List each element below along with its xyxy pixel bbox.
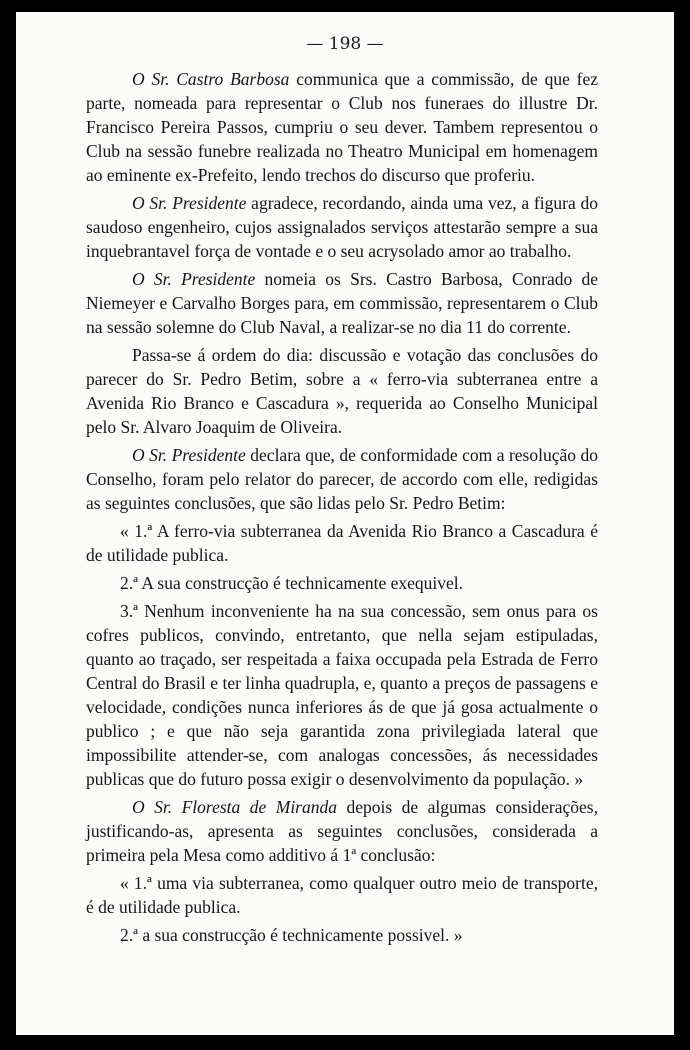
conclusion-item (86, 599, 598, 791)
page-number: — 198 — (306, 34, 384, 54)
paragraph (86, 67, 598, 187)
paragraph-text: nomeia os Srs. Castro Barbosa, Conrado de Niemeyer e Carvalho Borges para, em commissão, representarem o Club na sessão solemne do Club Naval, a realizar-se no dia 11 do corrente. (86, 269, 598, 337)
paragraph-text: communica que a commissão, de que fez parte, nomeada para representar o Club nos funeraes do illustre Dr. Francisco Pereira Passos, cumpriu o seu dever. Tambem representou o Club na sessão funebre realizada no Theatro Municipal em homenagem ao eminente ex-Prefeito, lendo trechos do discurso que proferiu. (86, 69, 599, 185)
paragraph (86, 795, 598, 867)
paragraph (86, 267, 598, 339)
paragraph-text: 2.ª a sua construcção é technicamente possivel. » (120, 925, 463, 945)
paragraph (86, 343, 598, 439)
speaker-name: O Sr. Castro Barbosa (132, 69, 290, 89)
speaker-name: O Sr. Presidente (132, 269, 256, 289)
speaker-name: O Sr. Presidente (132, 193, 247, 213)
paragraph-text: 3.ª Nenhum inconveniente ha na sua concessão, sem onus para os cofres publicos, convindo, entretanto, que nella sejam estipuladas, quanto ao traçado, ser respeitada a faixa occupada pela Estrada de Ferro Central do Brasil e ter linha quadrupla, e, quanto a preços de passagens e velocidade, condições nunca inferiores ás de que já gosa actualmente o publico ; e que não seja garantida zona privilegiada lateral que impossibilite attender-se, com analogas concessões, ás necessidades publicas que do futuro possa exigir o desenvolvimento da população. » (86, 601, 598, 789)
paragraph-text: « 1.ª A ferro-via subterranea da Avenida Rio Branco a Cascadura é de utilidade publica. (86, 521, 598, 565)
speaker-name: O Sr. Presidente (132, 445, 246, 465)
paragraph-text: depois de algumas considerações, justificando-as, apresenta as seguintes conclusões, considerada a primeira pela Mesa como additivo á 1ª conclusão: (86, 797, 598, 865)
conclusion-item (86, 871, 598, 919)
paragraph-text: declara que, de conformidade com a resolução do Conselho, foram pelo relator do parecer, de accordo com elle, redigidas as seguintes conclusões, que são lidas pelo Sr. Pedro Betim: (86, 445, 598, 513)
speaker-name: O Sr. Floresta de Miranda (132, 797, 337, 817)
paragraph-text: Passa-se á ordem do dia: discussão e votação das conclusões do parecer do Sr. Pedro Betim, sobre a « ferro-via subterranea entre a Avenida Rio Branco e Cascadura », requerida ao Conselho Municipal pelo Sr. Alvaro Joaquim de Oliveira. (86, 345, 598, 437)
conclusion-item (86, 571, 598, 595)
conclusion-item (86, 519, 598, 567)
paragraph-text: 2.ª A sua construcção é technicamente exequivel. (120, 573, 464, 593)
conclusion-item (86, 923, 598, 947)
document-body (86, 67, 598, 951)
paragraph (86, 443, 598, 515)
document-page (16, 12, 674, 1035)
paragraph (86, 191, 598, 263)
paragraph-text: agradece, recordando, ainda uma vez, a figura do saudoso engenheiro, cujos assignalados serviços attestarão sempre a sua inquebrantavel força de vontade e o seu acrysolado amor ao trabalho. (86, 193, 598, 261)
paragraph-text: « 1.ª uma via subterranea, como qualquer outro meio de transporte, é de utilidade publica. (86, 873, 598, 917)
